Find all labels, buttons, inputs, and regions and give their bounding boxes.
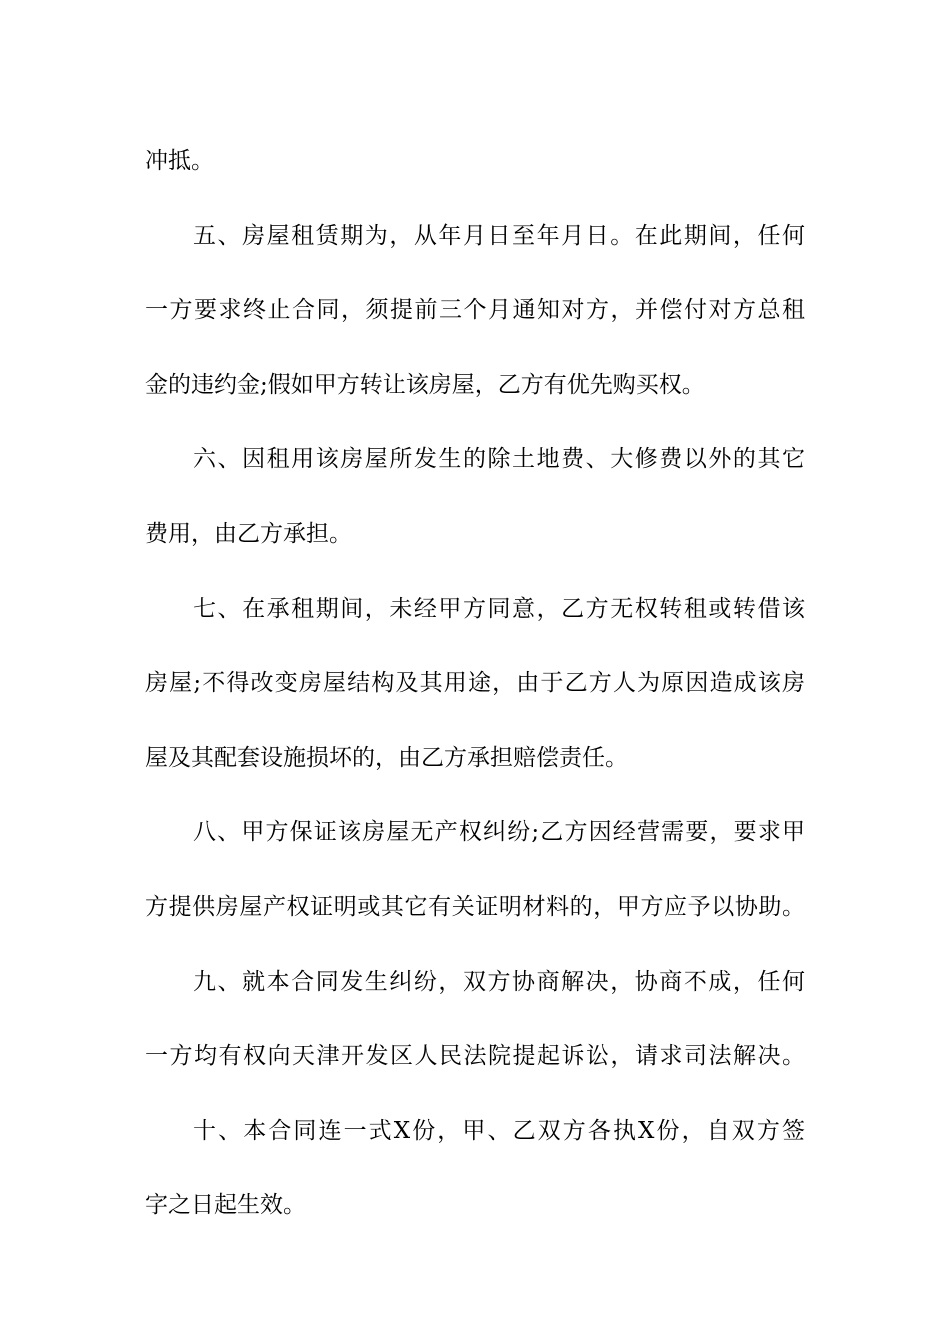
clause-5-line: 一方要求终止合同，须提前三个月通知对方，并偿付对方总租 bbox=[145, 297, 805, 324]
clause-7-line: 房屋;不得改变房屋结构及其用途，由于乙方人为原因造成该房 bbox=[145, 670, 805, 697]
clause-10-line: 十、本合同连一式X份，甲、乙双方各执X份，自双方签 bbox=[193, 1117, 805, 1144]
clause-6-line: 六、因租用该房屋所发生的除土地费、大修费以外的其它 bbox=[193, 446, 805, 473]
clause-5-line: 五、房屋租赁期为，从年月日至年月日。在此期间，任何 bbox=[193, 222, 805, 249]
text-line: 冲抵。 bbox=[145, 148, 214, 174]
clause-7-line: 七、在承租期间，未经甲方同意，乙方无权转租或转借该 bbox=[193, 595, 805, 622]
clause-8-line: 八、甲方保证该房屋无产权纠纷;乙方因经营需要，要求甲 bbox=[193, 819, 805, 846]
clause-10-line: 字之日起生效。 bbox=[145, 1192, 306, 1219]
clause-9-line: 一方均有权向天津开发区人民法院提起诉讼，请求司法解决。 bbox=[145, 1043, 805, 1070]
clause-9-line: 九、就本合同发生纠纷，双方协商解决，协商不成，任何 bbox=[193, 968, 805, 995]
clause-8-line: 方提供房屋产权证明或其它有关证明材料的，甲方应予以协助。 bbox=[145, 893, 805, 920]
clause-7-line: 屋及其配套设施损坏的，由乙方承担赔偿责任。 bbox=[145, 744, 628, 771]
clause-5-line: 金的违约金;假如甲方转让该房屋，乙方有优先购买权。 bbox=[145, 371, 705, 398]
contract-body bbox=[145, 124, 805, 1243]
clause-6-line: 费用，由乙方承担。 bbox=[145, 520, 352, 547]
